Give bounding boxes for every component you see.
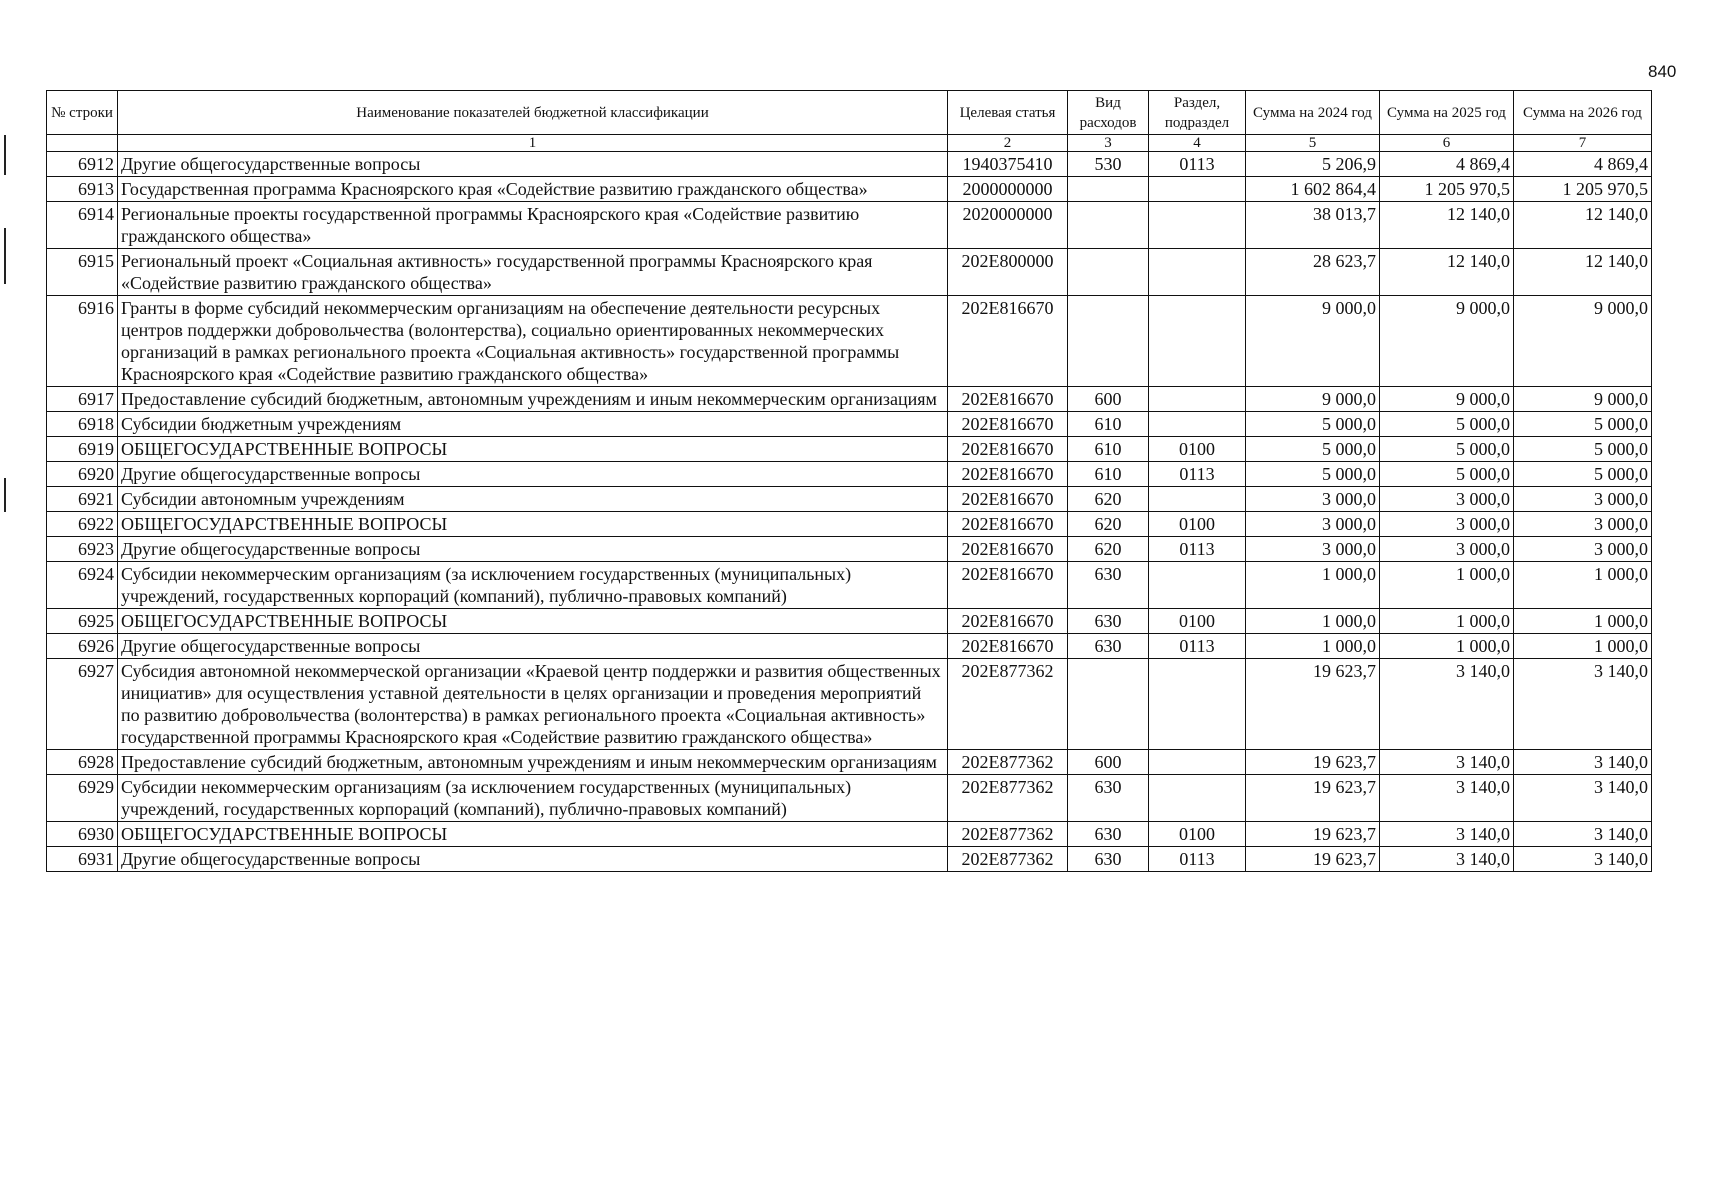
row-sum-2025: 4 869,4 <box>1380 152 1514 177</box>
row-sum-2025: 1 000,0 <box>1380 562 1514 609</box>
row-name: Другие общегосударственные вопросы <box>118 462 948 487</box>
row-section: 0100 <box>1149 437 1246 462</box>
row-expense-type: 630 <box>1068 847 1149 872</box>
row-name: Другие общегосударственные вопросы <box>118 634 948 659</box>
row-sum-2026: 9 000,0 <box>1514 387 1652 412</box>
scan-artifact-mark <box>4 228 6 284</box>
header-row-no: № строки <box>47 91 118 135</box>
column-number: 2 <box>948 135 1068 152</box>
row-name: Субсидии некоммерческим организациям (за исключением государственных (муниципальных) учреждений, государственных корпораций (компаний), публично-правовых компаний) <box>118 562 948 609</box>
row-name: Субсидии автономным учреждениям <box>118 487 948 512</box>
header-sum-2026: Сумма на 2026 год <box>1514 91 1652 135</box>
row-sum-2025: 3 140,0 <box>1380 775 1514 822</box>
row-sum-2024: 19 623,7 <box>1246 659 1380 750</box>
row-sum-2024: 19 623,7 <box>1246 847 1380 872</box>
row-target: 202E877362 <box>948 822 1068 847</box>
row-expense-type: 530 <box>1068 152 1149 177</box>
row-target: 202E877362 <box>948 750 1068 775</box>
budget-table <box>46 90 1652 872</box>
row-sum-2026: 12 140,0 <box>1514 202 1652 249</box>
row-number: 6929 <box>47 775 118 822</box>
row-sum-2026: 3 140,0 <box>1514 822 1652 847</box>
row-section: 0113 <box>1149 537 1246 562</box>
row-section <box>1149 562 1246 609</box>
row-number: 6927 <box>47 659 118 750</box>
table-row <box>47 487 1652 512</box>
row-sum-2026: 5 000,0 <box>1514 462 1652 487</box>
row-sum-2026: 1 000,0 <box>1514 609 1652 634</box>
row-name: Гранты в форме субсидий некоммерческим организациям на обеспечение деятельности ресурсных центров поддержки добровольчества (волонтерства), социально ориентированных некоммерческих организаций в рамках регионального проекта «Социальная активность» государственной программы Красноярского края «Содействие развитию гражданского общества» <box>118 296 948 387</box>
column-number: 5 <box>1246 135 1380 152</box>
column-number: 1 <box>118 135 948 152</box>
row-sum-2025: 3 000,0 <box>1380 487 1514 512</box>
row-name: Другие общегосударственные вопросы <box>118 847 948 872</box>
row-number: 6917 <box>47 387 118 412</box>
row-name: Другие общегосударственные вопросы <box>118 537 948 562</box>
row-section: 0113 <box>1149 634 1246 659</box>
row-sum-2025: 5 000,0 <box>1380 462 1514 487</box>
row-sum-2024: 38 013,7 <box>1246 202 1380 249</box>
row-target: 202E816670 <box>948 537 1068 562</box>
table-row <box>47 634 1652 659</box>
column-number-empty <box>47 135 118 152</box>
table-row <box>47 177 1652 202</box>
row-sum-2025: 5 000,0 <box>1380 437 1514 462</box>
row-expense-type <box>1068 296 1149 387</box>
header-target: Целевая статья <box>948 91 1068 135</box>
column-number-row <box>47 135 1652 152</box>
row-sum-2025: 3 140,0 <box>1380 822 1514 847</box>
row-sum-2024: 9 000,0 <box>1246 387 1380 412</box>
row-target: 202E877362 <box>948 847 1068 872</box>
row-target: 202E816670 <box>948 296 1068 387</box>
table-row <box>47 202 1652 249</box>
scan-artifact-mark <box>4 135 6 175</box>
row-expense-type: 610 <box>1068 412 1149 437</box>
row-sum-2025: 9 000,0 <box>1380 387 1514 412</box>
row-sum-2026: 5 000,0 <box>1514 437 1652 462</box>
row-expense-type: 610 <box>1068 437 1149 462</box>
row-expense-type: 620 <box>1068 487 1149 512</box>
header-expense-type: Вид расходов <box>1068 91 1149 135</box>
row-sum-2024: 5 206,9 <box>1246 152 1380 177</box>
row-target: 202E816670 <box>948 412 1068 437</box>
row-target: 202E816670 <box>948 634 1068 659</box>
row-expense-type <box>1068 659 1149 750</box>
row-sum-2024: 5 000,0 <box>1246 437 1380 462</box>
row-number: 6930 <box>47 822 118 847</box>
row-sum-2025: 1 000,0 <box>1380 609 1514 634</box>
row-expense-type <box>1068 202 1149 249</box>
row-name: Субсидия автономной некоммерческой организации «Краевой центр поддержки и развития общественных инициатив» для осуществления уставной деятельности в целях организации и проведения мероприятий по развитию добровольчества (волонтерства) в рамках регионального проекта «Социальная активность» государственной программы Красноярского края «Содействие развитию гражданского общества» <box>118 659 948 750</box>
row-number: 6923 <box>47 537 118 562</box>
header-name: Наименование показателей бюджетной классификации <box>118 91 948 135</box>
page-number: 840 <box>1648 62 1677 81</box>
row-expense-type <box>1068 177 1149 202</box>
row-sum-2026: 3 140,0 <box>1514 750 1652 775</box>
table-row <box>47 750 1652 775</box>
row-expense-type: 630 <box>1068 609 1149 634</box>
row-target: 202E800000 <box>948 249 1068 296</box>
row-expense-type: 630 <box>1068 634 1149 659</box>
row-section <box>1149 750 1246 775</box>
row-sum-2026: 5 000,0 <box>1514 412 1652 437</box>
row-sum-2025: 1 205 970,5 <box>1380 177 1514 202</box>
row-section <box>1149 387 1246 412</box>
row-sum-2024: 1 000,0 <box>1246 562 1380 609</box>
row-expense-type: 600 <box>1068 387 1149 412</box>
row-number: 6931 <box>47 847 118 872</box>
row-name: Региональные проекты государственной программы Красноярского края «Содействие развитию гражданского общества» <box>118 202 948 249</box>
row-name: ОБЩЕГОСУДАРСТВЕННЫЕ ВОПРОСЫ <box>118 512 948 537</box>
row-section <box>1149 412 1246 437</box>
row-section: 0100 <box>1149 822 1246 847</box>
row-sum-2026: 4 869,4 <box>1514 152 1652 177</box>
row-sum-2025: 9 000,0 <box>1380 296 1514 387</box>
row-expense-type: 620 <box>1068 537 1149 562</box>
row-sum-2024: 5 000,0 <box>1246 412 1380 437</box>
column-number: 4 <box>1149 135 1246 152</box>
header-section: Раздел, подраздел <box>1149 91 1246 135</box>
row-section: 0113 <box>1149 462 1246 487</box>
table-row <box>47 412 1652 437</box>
row-sum-2026: 12 140,0 <box>1514 249 1652 296</box>
row-sum-2025: 12 140,0 <box>1380 202 1514 249</box>
table-row <box>47 296 1652 387</box>
row-number: 6922 <box>47 512 118 537</box>
table-row <box>47 822 1652 847</box>
table-row <box>47 775 1652 822</box>
row-sum-2026: 3 000,0 <box>1514 487 1652 512</box>
row-sum-2024: 1 602 864,4 <box>1246 177 1380 202</box>
row-number: 6926 <box>47 634 118 659</box>
row-sum-2025: 3 140,0 <box>1380 847 1514 872</box>
row-expense-type: 610 <box>1068 462 1149 487</box>
row-sum-2026: 3 000,0 <box>1514 537 1652 562</box>
row-number: 6924 <box>47 562 118 609</box>
row-number: 6915 <box>47 249 118 296</box>
row-number: 6925 <box>47 609 118 634</box>
table-body <box>47 152 1652 872</box>
row-target: 202E816670 <box>948 562 1068 609</box>
row-sum-2026: 3 140,0 <box>1514 659 1652 750</box>
table-header-row <box>47 91 1652 135</box>
row-name: ОБЩЕГОСУДАРСТВЕННЫЕ ВОПРОСЫ <box>118 437 948 462</box>
row-target: 2000000000 <box>948 177 1068 202</box>
row-sum-2024: 19 623,7 <box>1246 775 1380 822</box>
row-sum-2026: 9 000,0 <box>1514 296 1652 387</box>
row-sum-2024: 1 000,0 <box>1246 634 1380 659</box>
row-sum-2026: 1 000,0 <box>1514 634 1652 659</box>
row-sum-2026: 3 000,0 <box>1514 512 1652 537</box>
table-row <box>47 609 1652 634</box>
row-sum-2024: 1 000,0 <box>1246 609 1380 634</box>
row-number: 6913 <box>47 177 118 202</box>
row-name: ОБЩЕГОСУДАРСТВЕННЫЕ ВОПРОСЫ <box>118 609 948 634</box>
row-target: 202E816670 <box>948 387 1068 412</box>
row-number: 6921 <box>47 487 118 512</box>
row-section: 0100 <box>1149 512 1246 537</box>
row-sum-2024: 9 000,0 <box>1246 296 1380 387</box>
row-expense-type: 630 <box>1068 775 1149 822</box>
row-number: 6914 <box>47 202 118 249</box>
row-number: 6916 <box>47 296 118 387</box>
row-name: Государственная программа Красноярского края «Содействие развитию гражданского общества» <box>118 177 948 202</box>
scan-artifact-mark <box>4 478 6 512</box>
table-row <box>47 512 1652 537</box>
row-name: Предоставление субсидий бюджетным, автономным учреждениям и иным некоммерческим организациям <box>118 750 948 775</box>
row-name: ОБЩЕГОСУДАРСТВЕННЫЕ ВОПРОСЫ <box>118 822 948 847</box>
row-sum-2026: 3 140,0 <box>1514 847 1652 872</box>
row-sum-2025: 3 140,0 <box>1380 750 1514 775</box>
row-name: Другие общегосударственные вопросы <box>118 152 948 177</box>
row-number: 6920 <box>47 462 118 487</box>
column-number: 6 <box>1380 135 1514 152</box>
row-number: 6918 <box>47 412 118 437</box>
row-section <box>1149 487 1246 512</box>
row-name: Предоставление субсидий бюджетным, автономным учреждениям и иным некоммерческим организациям <box>118 387 948 412</box>
row-sum-2024: 19 623,7 <box>1246 822 1380 847</box>
row-name: Субсидии бюджетным учреждениям <box>118 412 948 437</box>
row-sum-2024: 3 000,0 <box>1246 537 1380 562</box>
table-row <box>47 387 1652 412</box>
row-sum-2024: 28 623,7 <box>1246 249 1380 296</box>
row-target: 202E877362 <box>948 775 1068 822</box>
table-row <box>47 659 1652 750</box>
column-number: 7 <box>1514 135 1652 152</box>
row-sum-2026: 1 205 970,5 <box>1514 177 1652 202</box>
row-name: Субсидии некоммерческим организациям (за исключением государственных (муниципальных) учреждений, государственных корпораций (компаний), публично-правовых компаний) <box>118 775 948 822</box>
row-expense-type <box>1068 249 1149 296</box>
row-target: 1940375410 <box>948 152 1068 177</box>
row-sum-2024: 19 623,7 <box>1246 750 1380 775</box>
row-section <box>1149 775 1246 822</box>
row-section <box>1149 659 1246 750</box>
row-section: 0113 <box>1149 847 1246 872</box>
row-expense-type: 630 <box>1068 822 1149 847</box>
row-target: 202E816670 <box>948 462 1068 487</box>
row-section <box>1149 296 1246 387</box>
row-sum-2026: 3 140,0 <box>1514 775 1652 822</box>
column-number: 3 <box>1068 135 1149 152</box>
table-row <box>47 437 1652 462</box>
row-sum-2024: 3 000,0 <box>1246 487 1380 512</box>
row-expense-type: 620 <box>1068 512 1149 537</box>
row-sum-2025: 1 000,0 <box>1380 634 1514 659</box>
row-target: 202E816670 <box>948 437 1068 462</box>
row-section <box>1149 177 1246 202</box>
table-row <box>47 562 1652 609</box>
row-target: 202E877362 <box>948 659 1068 750</box>
row-sum-2025: 5 000,0 <box>1380 412 1514 437</box>
row-number: 6912 <box>47 152 118 177</box>
header-sum-2025: Сумма на 2025 год <box>1380 91 1514 135</box>
table-row <box>47 537 1652 562</box>
row-sum-2024: 3 000,0 <box>1246 512 1380 537</box>
row-sum-2024: 5 000,0 <box>1246 462 1380 487</box>
row-sum-2026: 1 000,0 <box>1514 562 1652 609</box>
row-expense-type: 630 <box>1068 562 1149 609</box>
row-sum-2025: 3 000,0 <box>1380 537 1514 562</box>
header-sum-2024: Сумма на 2024 год <box>1246 91 1380 135</box>
row-target: 202E816670 <box>948 609 1068 634</box>
row-target: 2020000000 <box>948 202 1068 249</box>
row-section <box>1149 249 1246 296</box>
row-section <box>1149 202 1246 249</box>
row-sum-2025: 3 140,0 <box>1380 659 1514 750</box>
row-expense-type: 600 <box>1068 750 1149 775</box>
row-target: 202E816670 <box>948 487 1068 512</box>
table-row <box>47 847 1652 872</box>
row-section: 0100 <box>1149 609 1246 634</box>
table-row <box>47 152 1652 177</box>
table-row <box>47 462 1652 487</box>
row-sum-2025: 3 000,0 <box>1380 512 1514 537</box>
row-number: 6919 <box>47 437 118 462</box>
row-section: 0113 <box>1149 152 1246 177</box>
row-number: 6928 <box>47 750 118 775</box>
row-sum-2025: 12 140,0 <box>1380 249 1514 296</box>
row-name: Региональный проект «Социальная активность» государственной программы Красноярского края «Содействие развитию гражданского общества» <box>118 249 948 296</box>
table-row <box>47 249 1652 296</box>
row-target: 202E816670 <box>948 512 1068 537</box>
